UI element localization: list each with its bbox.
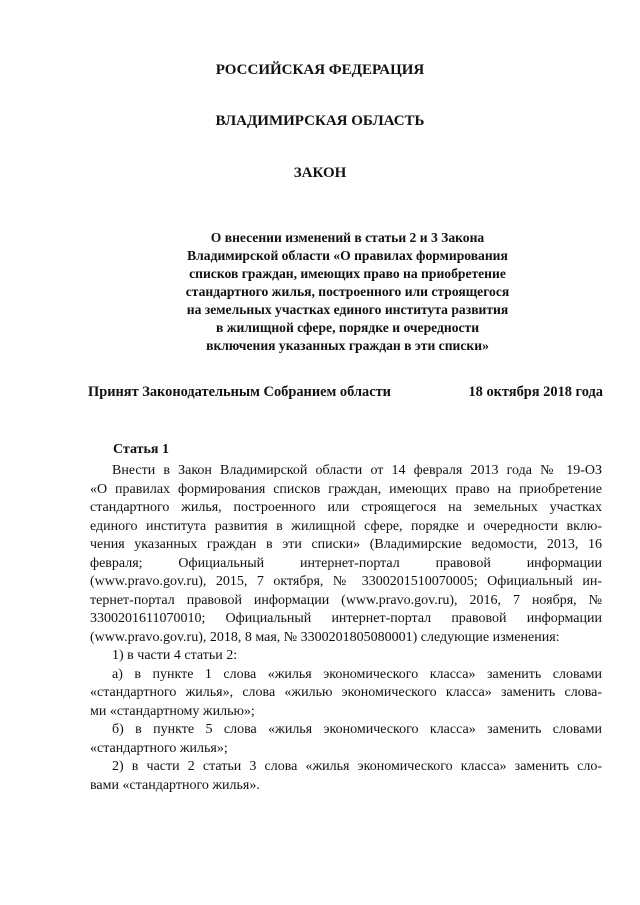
body-line: б) в пункте 5 слова «жилья экономического класса» заменить словами — [112, 722, 602, 737]
law-title — [150, 229, 545, 355]
body-line: 3300201611070010; Официальный интернет-портал правовой информации — [90, 611, 602, 626]
body-line: единого института развития в жилищной сфере, порядке и очередности вклю- — [90, 518, 602, 534]
body-line: «О правилах формирования списков граждан, имеющих право на приобретение — [90, 481, 602, 497]
body-line: 1) в части 4 статьи 2: — [112, 648, 238, 663]
adoption-date: 18 октября 2018 года — [468, 384, 603, 400]
law-title-line: О внесении изменений в статьи 2 и 3 Закона — [210, 230, 485, 245]
law-title-line: включения указанных граждан в эти списки» — [206, 338, 489, 353]
adoption-line — [88, 384, 603, 401]
law-title-line: в жилищной сфере, порядке и очередности — [215, 320, 480, 335]
law-title-line: на земельных участках единого института развития — [186, 302, 509, 317]
body-line: тернет-портал правовой информации (www.pravo.gov.ru), 2016, 7 ноября, № — [90, 592, 602, 608]
law-title-line: Владимирской области «О правилах формирования — [187, 248, 508, 263]
body-line: стандартного жилья, построенного или строящегося на земельных участках — [90, 500, 602, 515]
adoption-text: Принят Законодательным Собранием области — [88, 384, 391, 400]
body-line: (www.pravo.gov.ru), 2015, 7 октября, № 3300201510070005; Официальный ин- — [90, 574, 602, 589]
body-line: (www.pravo.gov.ru), 2018, 8 мая, № 3300201805080001) следующие изменения: — [90, 629, 560, 645]
law-title-line: стандартного жилья, построенного или строящегося — [185, 284, 510, 299]
doc-type-heading: ЗАКОН — [293, 165, 347, 181]
article-body — [90, 462, 602, 795]
body-line: февраля; Официальный интернет-портал правовой информации — [90, 555, 602, 571]
body-line: 2) в части 2 статьи 3 слова «жилья экономического класса» заменить сло- — [112, 759, 602, 774]
region-heading: ВЛАДИМИРСКАЯ ОБЛАСТЬ — [215, 113, 425, 129]
body-line: вами «стандартного жилья». — [90, 777, 260, 793]
body-line: Внести в Закон Владимирской области от 14 февраля 2013 года № 19-ОЗ — [112, 463, 602, 478]
body-line: а) в пункте 1 слова «жилья экономического класса» заменить словами — [112, 666, 602, 682]
country-heading: РОССИЙСКАЯ ФЕДЕРАЦИЯ — [215, 62, 425, 78]
body-line: ми «стандартному жилью»; — [90, 703, 255, 719]
body-line: чения указанных граждан в эти списки» (Владимирские ведомости, 2013, 16 — [90, 537, 602, 552]
article-title: Статья 1 — [113, 442, 169, 457]
law-title-line: списков граждан, имеющих право на приобретение — [189, 266, 506, 281]
body-line: «стандартного жилья»; — [90, 740, 228, 756]
body-line: «стандартного жилья», слова «жилью экономического класса» заменить слова- — [90, 685, 602, 700]
